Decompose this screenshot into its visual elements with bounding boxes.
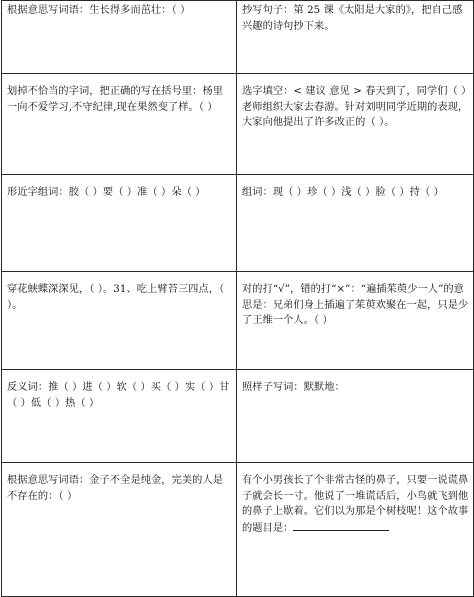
question-text: 穿花蛱蝶深深见，（ ）。31、吃上臂苔三四点，（ ）。 [7,284,225,311]
question-cell [237,370,474,463]
grid-row [2,175,474,272]
grid-row [2,272,474,370]
question-text: 抄写句子：第 25 课《太阳是大家的》，把自己感兴趣的诗句抄下来。 [242,5,463,32]
grid-row [2,370,474,463]
question-text: 根据意思写词语：生长得多而茁壮：（ ） [7,5,191,16]
question-cell [2,370,237,463]
question-text: 选字填空：< 建议 意见 > 春天到了，同学们（ ）老师组织大家去春游。针对刘明同学近期的表现，大家向他提出了许多改正的（ ）。 [242,86,469,128]
question-cell [237,463,474,597]
question-text: 有个小男孩长了个非常古怪的鼻子，只要一说谎鼻子就会长一寸。他说了一堆谎话后，小鸟就飞到他的鼻子上歇着。它们以为那是个树枝呢！这个故事的题目是： [242,475,469,534]
question-cell [2,1,237,74]
question-cell [2,175,237,272]
grid-row [2,1,474,74]
question-cell [237,272,474,370]
question-text: 组词：现（ ）珍（ ）浅（ ）脸（ ）持（ ） [242,187,444,198]
question-cell [2,272,237,370]
question-text: 根据意思写词语：金子不全是纯金，完美的人是不存在的：（ ） [7,475,224,502]
question-grid [1,0,474,597]
question-cell [237,1,474,74]
question-text: 划掉不恰当的字词，把正确的写在括号里：杨里一向不爱学习,不守纪律,现在果然变了样。（ ） [7,86,224,113]
question-cell [237,74,474,175]
question-text: 反义词：推（ ）进（ ）软（ ）买（ ）实（ ）甘（ ）低（ ）热（ ） [7,382,230,409]
grid-row [2,463,474,597]
question-text: 照样子写词：默默地： [242,382,345,393]
question-text: 形近字组词：胶（ ）要（ ）准（ ）朵（ ） [7,187,206,198]
grid-row [2,74,474,175]
question-cell [2,463,237,597]
answer-blank-line[interactable] [293,520,389,531]
question-cell [237,175,474,272]
question-cell [2,74,237,175]
question-text: 对的打“√”，错的打“×”：“遍插茱萸少一人”的意思是：兄弟们身上插遍了茱萸欢聚在一起，只是少了王维一个人。（ ） [242,284,469,326]
